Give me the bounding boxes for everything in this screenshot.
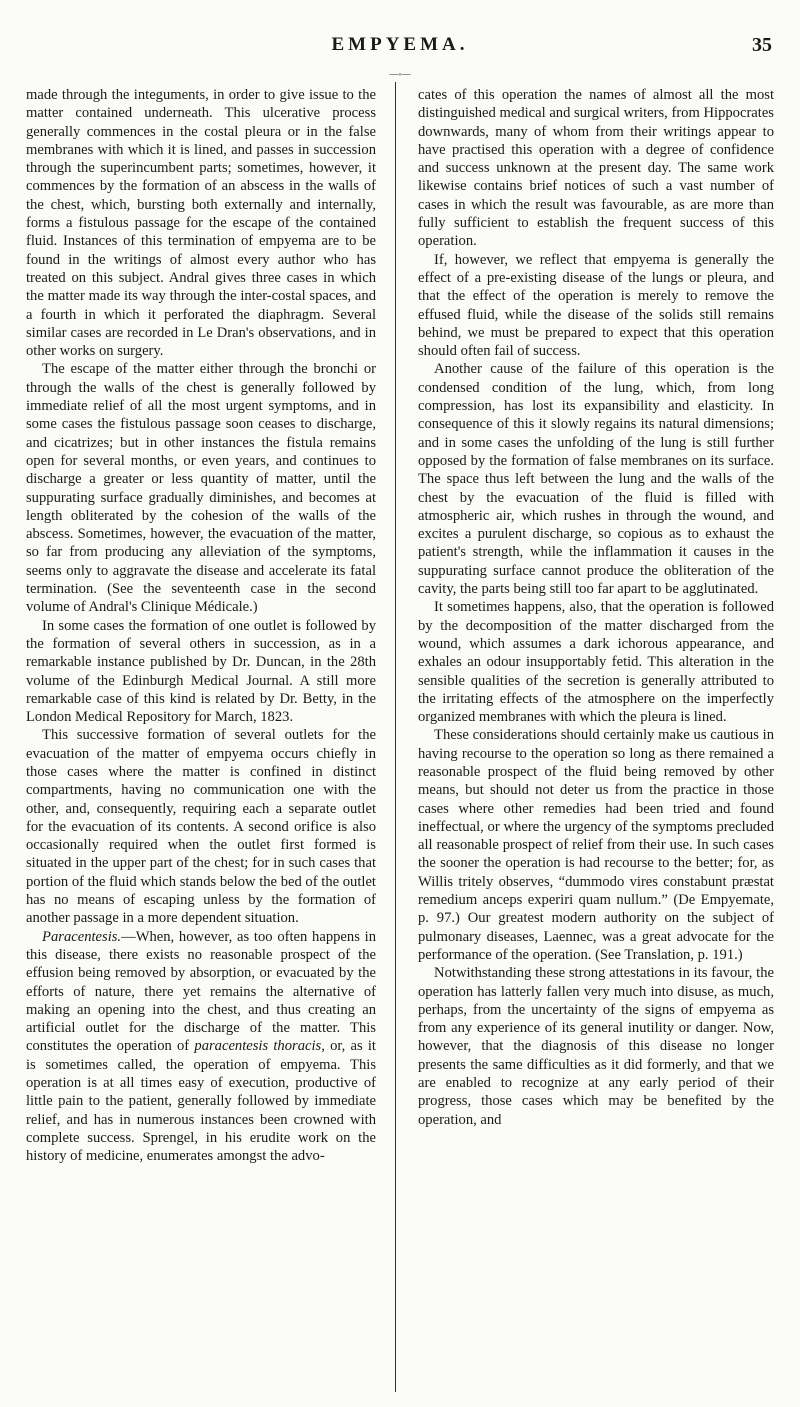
paragraph: These considerations should certainly make us cautious in having recourse to the operation so long as there remained a reasonable prospect of the fluid being removed by other means, but should not deter us from the practice in those cases where other remedies had been tried and found ineffectual, or where the urgency of the symptoms precluded all reasonable prospect of relief from their use. In such cases the sooner the operation is had recourse to the better; for, as Willis tritely observes, “dummodo vires constabunt præstat remedium anceps experiri quam nullum.” (De Empyemate, p. 97.) Our greatest modern authority on the subject of pulmonary diseases, Laennec, was a great advocate for the performance of the operation. (See Translation, p. 191.) [418, 727, 774, 963]
paragraph-text: —When, however, as too often happens in this disease, there exists no reasonable prospect of the effusion being removed by absorption, or evacuated by the efforts of nature, there yet remains the alternative of making an opening into the chest, and thus creating an artificial outlet for the discharge of the matter. This constitutes the operation of [26, 928, 376, 1055]
paragraph: If, however, we reflect that empyema is generally the effect of a pre-existing disease of the lungs or pleura, and that the effect of the operation is merely to remove the effused fluid, while the disease of the solids still remains behind, we must be prepared to expect that this operation should often fail of success. [418, 251, 774, 360]
paragraph: The escape of the matter either through the bronchi or through the walls of the chest is generally followed by immediate relief of all the most urgent symptoms, and in some cases the fistulous passage soon ceases to discharge, and cicatrizes; but in other instances the fistula remains open for several months, or even years, and continues to discharge a greater or less quantity of matter, until the suppurating surface gradually diminishes, and becomes at length obliterated by the cohesion of the walls of the abscess. Sometimes, however, the evacuation of the matter, so far from producing any alleviation of the symptoms, seems only to aggravate the disease and accelerate its fatal termination. (See the seventeenth case in the second volume of Andral's Clinique Médicale.) [26, 361, 376, 616]
paragraph: It sometimes happens, also, that the operation is followed by the decomposition of the matter discharged from the wound, which assumes a dark ichorous appearance, and exhales an odour insupportably fetid. This alteration in the sensible qualities of the secretion is generally attributed to the irritating effects of the atmosphere on the imperfectly organized membranes with which the pleura is lined. [418, 599, 774, 726]
page-number: 35 [752, 34, 772, 56]
page-header [0, 34, 800, 64]
paragraph: Another cause of the failure of this operation is the condensed condition of the lung, which, from long compression, has lost its expansibility and elasticity. In consequence of this it slowly regains its natural dimensions; and in some cases the unfolding of the lung is still further opposed by the formation of false membranes on its surface. The space thus left between the lung and the walls of the chest by the evacuation of the fluid is filled with atmospheric air, which rushes in through the wound, and excites a purulent discharge, so copious as to exhaust the patient's strength, while the inflammation it causes in the suppurating surface cannot produce the obliteration of the cavity, the parts being still too far apart to be agglutinated. [418, 361, 774, 598]
left-column [26, 86, 376, 1166]
paragraph: In some cases the formation of one outlet is followed by the formation of several others in succession, as in a remarkable instance published by Dr. Duncan, in the 28th volume of the Edinburgh Medical Journal. A still more remarkable case of this kind is related by Dr. Betty, in the London Medical Repository for March, 1823. [26, 617, 376, 726]
right-column [418, 86, 774, 1129]
paragraph: This successive formation of several outlets for the evacuation of the matter of empyema occurs chiefly in those cases where the matter is confined in distinct compartments, having no communication one with the other, and, consequently, requiring each a separate outlet for the evacuation of its contents. A second orifice is also occasionally required when the outlet first formed is situated in the upper part of the chest; for in such cases that portion of the fluid which stands below the bed of the outlet has no means of escaping unless by the formation of another passage in a more dependent situation. [26, 727, 376, 927]
paragraph: Notwithstanding these strong attestations in its favour, the operation has latterly fallen very much into disuse, as much, perhaps, from the uncertainty of the signs of empyema as from any experience of its general inutility or danger. Now, however, that the diagnosis of this disease no longer presents the same difficulties as it did formerly, and that we are enabled to recognize at any early period of their progress, those cases which may be benefited by the operation, and [418, 965, 774, 1128]
header-ornament: —◦— [389, 69, 411, 79]
paragraph-paracentesis [26, 928, 376, 1166]
paragraph: cates of this operation the names of almost all the most distinguished medical and surgical writers, from Hippocrates downwards, many of whom from their writings appear to have practised this operation with a degree of confidence and success unknown at the present day. The same work likewise contains brief notices of such a vast number of cases in which the result was favourable, as are more than fully sufficient to establish the frequent success of this operation. [418, 87, 774, 250]
section-label: Paracentesis. [42, 928, 122, 945]
paragraph: made through the integuments, in order to give issue to the matter contained underneath. This ulcerative process generally commences in the costal pleura or in the false membranes with which it is lined, and passes in succession through the superincumbent parts; sometimes, however, it commences by the formation of an abscess in the walls of the chest, which, bursting both externally and internally, forms a fistulous passage for the escape of the contained fluid. Instances of this termination of empyema are to be found in the writings of almost every author who has treated on this subject. Andral gives three cases in which the matter made its way through the inter-costal spaces, and a fourth in which it perforated the diaphragm. Several similar cases are recorded in Le Dran's observations, and in other works on surgery. [26, 87, 376, 360]
term: paracentesis thoracis, [194, 1038, 325, 1055]
running-title: EMPYEMA. [331, 34, 469, 55]
column-divider [395, 82, 396, 1392]
paragraph-text: or, as it is sometimes called, the operation of empyema. This operation is at all times easy of execution, productive of little pain to the patient, generally followed by immediate relief, and has in numerous instances been crowned with complete success. Sprengel, in his erudite work on the history of medicine, enumerates amongst the advo- [26, 1038, 376, 1165]
